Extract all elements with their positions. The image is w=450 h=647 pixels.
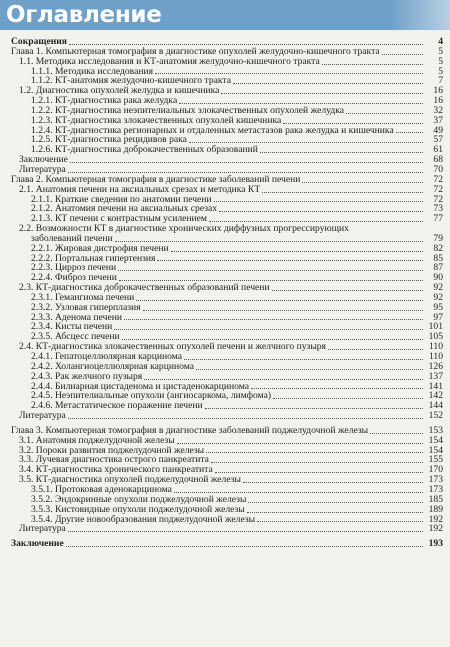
toc-entry: [11, 382, 443, 392]
toc-entry-page: 110: [428, 351, 443, 362]
toc-entry: [11, 37, 443, 47]
toc-entry: [11, 391, 443, 401]
toc-entry: [11, 145, 443, 155]
toc-entry-title: 1.1.1. Методика исследования: [31, 66, 154, 77]
toc-entry-page: 153: [428, 424, 443, 436]
toc-entry: [11, 204, 443, 214]
toc-entry: [11, 303, 443, 313]
toc-entry-title: Литература: [19, 164, 66, 175]
toc-entry-title: Заключение: [11, 539, 64, 550]
toc-entry-title: 2.4. КТ-диагностика злокачественных опухолей печени и желчного пузыря: [19, 342, 326, 352]
toc-entry-title: 2.1. Анатомия печени на аксиальных срезах и методика КТ: [19, 184, 261, 195]
dot-leader: [262, 191, 423, 193]
toc-entry: [11, 436, 443, 446]
toc-entry-title: 3.2. Пороки развития поджелудочной железы: [19, 445, 205, 456]
toc-entry: [11, 76, 443, 86]
toc-entry: [11, 465, 443, 475]
toc-entry: [11, 234, 443, 244]
toc-entry-page: 7: [438, 75, 443, 87]
dot-leader: [283, 122, 423, 124]
toc-entry: [11, 322, 443, 332]
toc-entry-page: 92: [433, 291, 443, 303]
toc-entry-title: 1.2. Диагностика опухолей желудка и кишечника: [19, 86, 220, 97]
toc-entry-page: 189: [428, 503, 443, 515]
toc-entry-page: 137: [428, 370, 443, 382]
toc-entry: [11, 362, 443, 372]
toc-entry-page: 5: [438, 55, 443, 67]
toc-entry-page: 155: [428, 454, 443, 466]
toc-entry-title: Заключение: [19, 155, 68, 165]
toc-entry-title: 2.1.1. Краткие сведения по анатомии печени: [31, 194, 212, 205]
toc-entry: [11, 515, 443, 525]
toc-entry: [11, 352, 443, 362]
dot-leader: [66, 545, 423, 547]
toc-entry: [11, 332, 443, 342]
dot-leader: [248, 501, 423, 503]
toc-entry: [11, 401, 443, 411]
toc-entry-page: 32: [433, 104, 443, 116]
toc-entry-title: 2.1.2. Анатомия печени на аксиальных срезах: [31, 204, 218, 215]
toc-entry-page: 192: [428, 523, 443, 535]
toc-entry: [11, 505, 443, 515]
dot-leader: [273, 397, 423, 399]
toc-entry: [11, 446, 443, 456]
dot-leader: [396, 131, 423, 133]
toc-entry: [11, 67, 443, 77]
dot-leader: [143, 309, 423, 311]
dot-leader: [124, 318, 423, 320]
dot-leader: [209, 220, 423, 222]
toc-entry-title: 2.2.4. Фиброз печени: [31, 273, 117, 284]
toc-entry-page: 72: [433, 193, 443, 205]
dot-leader: [115, 240, 423, 242]
toc-entry: [11, 283, 443, 293]
toc-entry-title: Глава 1. Компьютерная томография в диагностике опухолей желудочно-кишечного тракта: [11, 46, 380, 57]
toc-entry: [11, 116, 443, 126]
toc-entry-title: 1.2.1. КТ-диагностика рака желудка: [31, 96, 178, 106]
table-of-contents: [11, 37, 443, 549]
toc-entry-title: 2.4.2. Холангиоцеллюлярная карцинома: [31, 361, 194, 372]
toc-entry-title: 2.3.5. Абсцесс печени: [31, 332, 120, 343]
toc-entry-title: Глава 3. Компьютерная томография в диагностике заболеваний поджелудочной железы: [11, 425, 369, 436]
toc-entry-title: 3.5.1. Протоковая аденокарцинома: [31, 484, 172, 495]
toc-entry: [11, 224, 443, 234]
dot-leader: [122, 338, 423, 340]
dot-leader: [211, 461, 423, 463]
toc-entry: [11, 313, 443, 323]
toc-entry-title: 2.4.3. Рак желчного пузыря: [31, 371, 143, 382]
toc-entry-page: 72: [433, 183, 443, 195]
toc-entry-page: 57: [433, 134, 443, 146]
title-banner: [0, 0, 450, 30]
toc-entry: [11, 86, 443, 96]
toc-entry-title: 3.5.2. Эндокринные опухоли поджелудочной железы: [31, 494, 247, 505]
dot-leader: [114, 328, 423, 330]
toc-entry: [11, 126, 443, 136]
toc-entry-title: 2.4.6. Метастатическое поражение печени: [31, 401, 203, 412]
toc-entry: [11, 293, 443, 303]
toc-entry-title: 3.5. КТ-диагностика опухолей поджелудочной железы: [19, 475, 241, 485]
dot-leader: [302, 181, 423, 183]
dot-leader: [205, 407, 423, 409]
toc-entry-title: 3.1. Анатомия поджелудочной железы: [19, 435, 175, 446]
toc-entry-page: 95: [433, 301, 443, 313]
toc-entry-title: 2.4.1. Гепатоцеллюлярная карцинома: [31, 352, 183, 362]
dot-leader: [206, 451, 423, 453]
toc-entry-page: 77: [433, 213, 443, 225]
toc-entry-title: 2.4.4. Билиарная цистаденома и цистаденокарцинома: [31, 381, 249, 392]
toc-entry-title: 2.3.4. Кисты печени: [31, 322, 113, 333]
toc-entry: [11, 195, 443, 205]
toc-entry-title: 2.4.5. Неэпителиальные опухоли (ангиосаркома, лимфома): [31, 391, 272, 402]
toc-entry-page: 173: [428, 483, 443, 495]
toc-entry: [11, 244, 443, 254]
toc-entry-page: 5: [438, 45, 443, 57]
toc-entry-title: 2.3.3. Аденома печени: [31, 312, 122, 323]
toc-entry-title: 2.2.2. Портальная гипертензия: [31, 253, 156, 264]
toc-entry-title: Литература: [19, 524, 66, 535]
dot-leader: [189, 141, 423, 143]
dot-leader: [272, 289, 423, 291]
dot-leader: [214, 200, 423, 202]
page-title: Оглавление: [6, 2, 162, 28]
toc-entry-page: 16: [433, 95, 443, 107]
toc-entry-title: 1.1. Методика исследования и КТ-анатомия желудочно-кишечного тракта: [19, 56, 320, 67]
toc-entry-page: 193: [428, 538, 443, 550]
toc-entry-page: 90: [433, 272, 443, 284]
toc-entry: [11, 135, 443, 145]
toc-entry-page: 16: [433, 85, 443, 97]
toc-entry-title: 1.2.2. КТ-диагностика неэпителиальных злокачественных опухолей желудка: [31, 105, 344, 116]
toc-entry-page: 110: [428, 341, 443, 353]
dot-leader: [70, 161, 423, 163]
toc-entry: [11, 342, 443, 352]
toc-entry-page: 142: [428, 390, 443, 402]
toc-entry-title: 3.3. Лучевая диагностика острого панкреатита: [19, 455, 209, 466]
toc-entry-page: 72: [433, 173, 443, 185]
toc-entry-title: 1.1.2. КТ-анатомия желудочно-кишечного тракта: [31, 76, 231, 87]
dot-leader: [171, 250, 423, 252]
toc-entry-page: 144: [428, 400, 443, 412]
toc-entry: [11, 455, 443, 465]
toc-entry-title: 2.3.2. Узловая гиперплазия: [31, 302, 141, 313]
dot-leader: [221, 92, 423, 94]
toc-entry: [11, 539, 443, 549]
toc-entry: [11, 263, 443, 273]
toc-entry: [11, 106, 443, 116]
toc-entry-title: 3.5.4. Другие новообразования поджелудочной железы: [31, 514, 256, 525]
toc-entry-page: 68: [433, 154, 443, 166]
toc-entry-page: 192: [428, 513, 443, 525]
dot-leader: [247, 511, 423, 513]
dot-leader: [251, 387, 423, 389]
toc-entry-page: 49: [433, 124, 443, 136]
toc-entry: [11, 165, 443, 175]
dot-leader: [370, 432, 423, 434]
toc-entry-page: 105: [428, 331, 443, 343]
dot-leader: [68, 171, 423, 173]
toc-entry-page: 185: [428, 493, 443, 505]
toc-entry-title: 3.4. КТ-диагностика хронического панкреатита: [19, 465, 213, 476]
toc-entry-title: Глава 2. Компьютерная томография в диагностике заболеваний печени: [11, 174, 301, 185]
dot-leader: [68, 530, 423, 532]
toc-entry-page: 126: [428, 360, 443, 372]
toc-entry-page: 154: [428, 444, 443, 456]
toc-entry: [11, 175, 443, 185]
dot-leader: [257, 520, 423, 522]
toc-entry-page: 4: [438, 36, 443, 47]
toc-entry-title: Литература: [19, 411, 66, 421]
dot-leader: [233, 82, 423, 84]
toc-entry-page: 61: [433, 144, 443, 156]
dot-leader: [174, 491, 423, 493]
dot-leader: [157, 259, 423, 261]
toc-entry-title: 2.1.3. КТ печени с контрастным усилением: [31, 214, 208, 225]
toc-entry-title: 2.2.3. Цирроз печени: [31, 263, 117, 274]
toc-entry-title: 2.3. КТ-диагностика доброкачественных образований печени: [19, 283, 270, 293]
toc-entry-page: 82: [433, 242, 443, 254]
toc-entry-page: 170: [428, 464, 443, 476]
dot-leader: [243, 481, 423, 483]
toc-entry-title: 1.2.3. КТ-диагностика злокачественных опухолей кишечника: [31, 115, 282, 126]
dot-leader: [346, 112, 423, 114]
toc-entry-title: 1.2.4. КТ-диагностика регионарных и отдаленных метастазов рака желудка и кишечника: [31, 125, 394, 136]
dot-leader: [69, 43, 423, 45]
toc-entry-title: 1.2.6. КТ-диагностика доброкачественных образований: [31, 145, 258, 156]
toc-entry-page: 173: [428, 474, 443, 486]
toc-entry: [11, 495, 443, 505]
toc-entry: [11, 524, 443, 534]
toc-entry-title: заболеваний печени: [31, 233, 113, 244]
toc-entry-page: 79: [433, 232, 443, 244]
dot-leader: [136, 299, 423, 301]
toc-entry-title: 2.2. Возможности КТ в диагностике хронических диффузных прогрессирующих: [19, 224, 349, 234]
toc-entry-title: 3.5.3. Кистовидные опухоли поджелудочной железы: [31, 504, 245, 515]
dot-leader: [184, 358, 423, 360]
banner-fade: [390, 0, 450, 30]
toc-entry-page: 92: [433, 282, 443, 294]
toc-entry-page: 70: [433, 163, 443, 175]
toc-entry-title: Сокращения: [11, 37, 67, 47]
dot-leader: [322, 63, 423, 65]
toc-entry-page: 152: [428, 410, 443, 422]
dot-leader: [144, 378, 423, 380]
toc-entry-page: 101: [428, 321, 443, 333]
toc-entry: [11, 155, 443, 165]
dot-leader: [119, 279, 423, 281]
toc-entry: [11, 475, 443, 485]
toc-entry: [11, 273, 443, 283]
toc-entry: [11, 372, 443, 382]
dot-leader: [215, 471, 423, 473]
toc-entry: [11, 214, 443, 224]
dot-leader: [196, 368, 423, 370]
toc-entry-page: 85: [433, 252, 443, 264]
toc-entry: [11, 47, 443, 57]
dot-leader: [219, 210, 423, 212]
toc-entry: [11, 411, 443, 421]
toc-entry-page: 87: [433, 262, 443, 274]
dot-leader: [328, 348, 423, 350]
dot-leader: [177, 442, 423, 444]
toc-entry: [11, 426, 443, 436]
toc-entry-page: 37: [433, 114, 443, 126]
toc-entry: [11, 96, 443, 106]
toc-entry-title: 1.2.5. КТ-диагностика рецидивов рака: [31, 135, 187, 146]
toc-entry-page: 141: [428, 380, 443, 392]
toc-entry: [11, 254, 443, 264]
toc-entry: [11, 485, 443, 495]
dot-leader: [382, 53, 423, 55]
toc-entry: [11, 57, 443, 67]
toc-entry-page: 154: [428, 434, 443, 446]
toc-entry-title: 2.2.1. Жировая дистрофия печени: [31, 243, 169, 254]
toc-entry-page: 73: [433, 203, 443, 215]
dot-leader: [118, 269, 423, 271]
dot-leader: [260, 151, 423, 153]
toc-entry-page: 5: [438, 65, 443, 77]
toc-entry-page: 97: [433, 311, 443, 323]
toc-entry-title: 2.3.1. Гемангиома печени: [31, 292, 135, 303]
dot-leader: [155, 72, 423, 74]
toc-entry: [11, 185, 443, 195]
dot-leader: [179, 102, 423, 104]
dot-leader: [68, 417, 423, 419]
